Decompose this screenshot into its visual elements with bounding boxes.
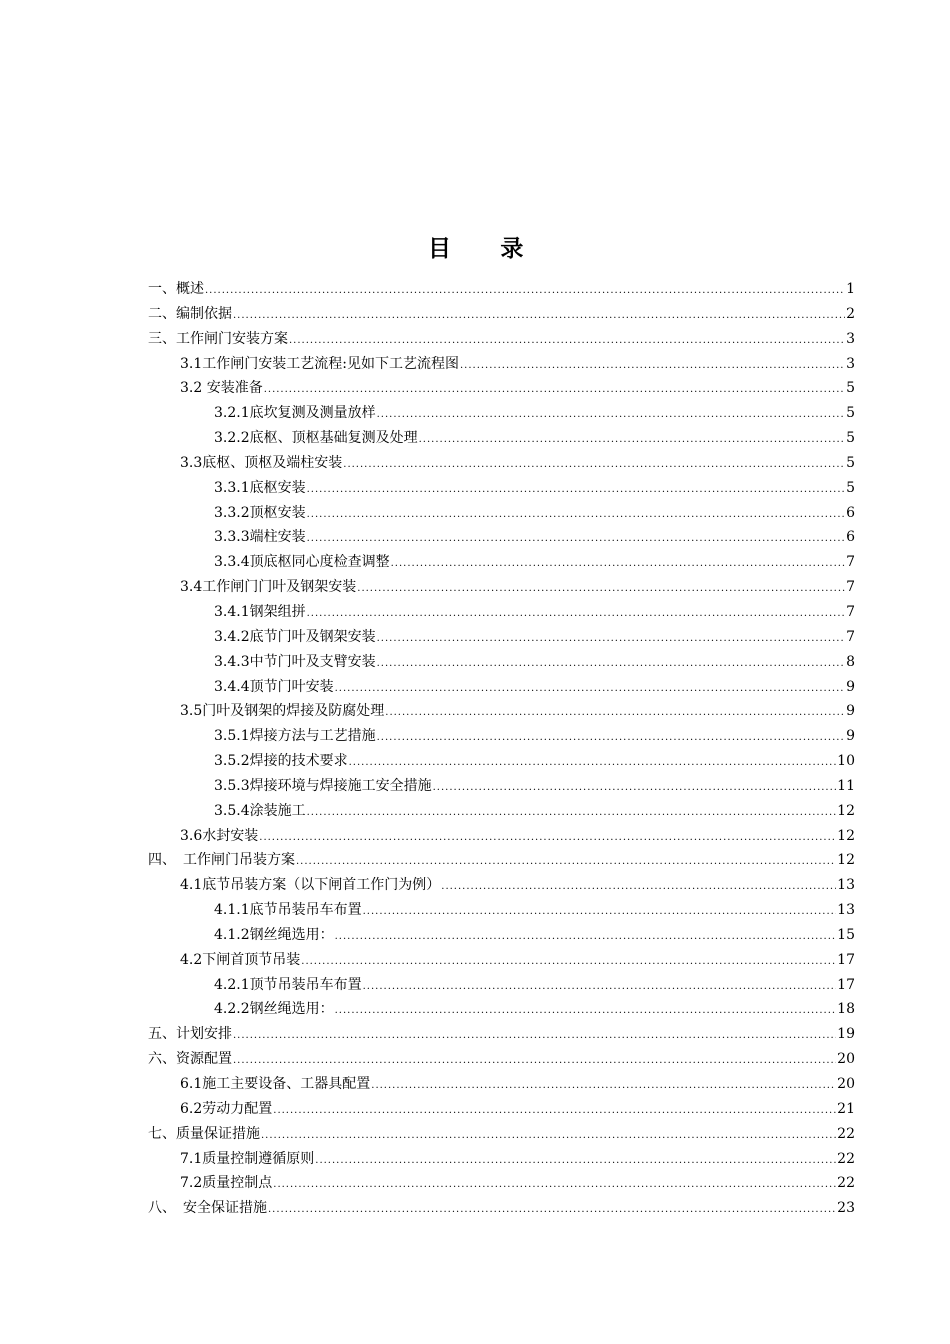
toc-page-number: 7 (846, 579, 855, 596)
toc-page-number: 12 (837, 852, 855, 869)
toc-entry-text: 八、 安全保证措施 (148, 1200, 267, 1217)
toc-leader-dots (377, 627, 845, 652)
toc-entry[interactable] (148, 476, 855, 501)
toc-entry[interactable] (148, 1147, 855, 1172)
toc-entry-text: 四、 工作闸门吊装方案 (148, 852, 295, 869)
toc-page-number: 23 (837, 1200, 855, 1217)
toc-page-number: 6 (846, 529, 855, 546)
toc-entry[interactable] (148, 277, 855, 302)
toc-entry[interactable] (148, 749, 855, 774)
toc-entry[interactable] (148, 451, 855, 476)
toc-entry[interactable] (148, 376, 855, 401)
toc-entry-text: 3.2.2底枢、顶枢基础复测及处理 (214, 430, 418, 447)
toc-entry[interactable] (148, 699, 855, 724)
toc-leader-dots (273, 1173, 836, 1198)
toc-entry[interactable] (148, 873, 855, 898)
toc-leader-dots (289, 329, 845, 354)
toc-entry-text: 五、计划安排 (148, 1026, 232, 1043)
toc-page-number: 19 (837, 1026, 855, 1043)
toc-entry[interactable] (148, 625, 855, 650)
toc-entry-text: 4.1.2钢丝绳选用： (214, 926, 334, 943)
toc-entry-text: 3.4.3中节门叶及支臂安装 (214, 653, 376, 670)
toc-entry[interactable] (148, 997, 855, 1022)
toc-page-number: 18 (837, 1001, 855, 1018)
toc-entry[interactable] (148, 501, 855, 526)
toc-entry[interactable] (148, 600, 855, 625)
toc-entry[interactable] (148, 1072, 855, 1097)
toc-page-number: 13 (837, 877, 855, 894)
toc-entry-text: 3.4工作闸门门叶及钢架安装 (180, 579, 357, 596)
toc-leader-dots (335, 999, 837, 1024)
toc-page-number: 22 (837, 1125, 855, 1142)
toc-leader-dots (233, 1024, 836, 1049)
toc-leader-dots (261, 1124, 836, 1149)
toc-leader-dots (419, 428, 845, 453)
toc-leader-dots (273, 1099, 836, 1124)
toc-entry-text: 3.4.2底节门叶及钢架安装 (214, 628, 376, 645)
toc-entry[interactable] (148, 824, 855, 849)
toc-leader-dots (259, 826, 836, 851)
toc-page-number: 10 (837, 753, 855, 770)
toc-entry[interactable] (148, 973, 855, 998)
toc-entry[interactable] (148, 675, 855, 700)
toc-page-number: 13 (837, 902, 855, 919)
toc-leader-dots (363, 900, 837, 925)
toc-entry[interactable] (148, 302, 855, 327)
toc-entry-text: 3.3.3端柱安装 (214, 529, 306, 546)
toc-entry-text: 4.1底节吊装方案（以下闸首工作门为例） (180, 877, 441, 894)
toc-entry-text: 3.4.4顶节门叶安装 (214, 678, 334, 695)
toc-leader-dots (307, 503, 845, 528)
toc-page-number: 5 (846, 430, 855, 447)
toc-entry[interactable] (148, 525, 855, 550)
toc-page-number: 7 (846, 603, 855, 620)
toc-page-number: 7 (846, 628, 855, 645)
toc-page-number: 9 (846, 703, 855, 720)
toc-leader-dots (307, 527, 845, 552)
toc-entry-text: 7.1质量控制遵循原则 (180, 1150, 315, 1167)
toc-leader-dots (377, 726, 845, 751)
toc-entry-text: 3.3.1底枢安装 (214, 479, 306, 496)
toc-leader-dots (349, 751, 837, 776)
toc-page-number: 20 (837, 1076, 855, 1092)
toc-entry[interactable] (148, 948, 855, 973)
toc-entry-text: 6.2劳动力配置 (180, 1100, 273, 1117)
toc-entry-text: 3.5.3焊接环境与焊接施工安全措施 (214, 777, 432, 794)
toc-leader-dots (441, 875, 836, 900)
toc-page-number: 15 (837, 926, 855, 943)
table-of-contents (148, 277, 855, 1221)
toc-page-number: 2 (846, 305, 855, 322)
toc-page-number: 12 (837, 827, 855, 844)
toc-entry-text: 6.1施工主要设备、工器具配置 (180, 1076, 371, 1092)
toc-leader-dots (371, 1074, 836, 1099)
toc-entry[interactable] (148, 724, 855, 749)
toc-entry-text: 二、编制依据 (148, 305, 232, 322)
toc-page-number: 9 (846, 728, 855, 745)
toc-entry-text: 7.2质量控制点 (180, 1175, 273, 1192)
toc-leader-dots (264, 378, 845, 403)
toc-entry-text: 3.2 安装准备 (180, 380, 263, 397)
toc-leader-dots (205, 279, 845, 304)
toc-entry[interactable] (148, 352, 855, 377)
toc-leader-dots (377, 652, 845, 677)
toc-page-number: 22 (837, 1150, 855, 1167)
toc-page-number: 20 (837, 1051, 855, 1068)
toc-page-number: 6 (846, 504, 855, 521)
toc-entry-text: 3.5.4涂装施工 (214, 802, 306, 819)
toc-page-number: 22 (837, 1175, 855, 1192)
toc-leader-dots (233, 1049, 836, 1074)
toc-entry[interactable] (148, 1171, 855, 1196)
toc-entry[interactable] (148, 1047, 855, 1072)
toc-leader-dots (296, 850, 836, 875)
toc-entry[interactable] (148, 1097, 855, 1122)
toc-page-number: 8 (846, 653, 855, 670)
toc-page-number: 5 (846, 380, 855, 397)
toc-leader-dots (357, 577, 845, 602)
toc-entry-text: 3.1工作闸门安装工艺流程:见如下工艺流程图 (180, 355, 459, 372)
toc-entry[interactable] (148, 1022, 855, 1047)
toc-entry[interactable] (148, 426, 855, 451)
toc-leader-dots (268, 1198, 836, 1223)
toc-leader-dots (335, 925, 837, 950)
toc-entry[interactable] (148, 1122, 855, 1147)
toc-page-number: 1 (846, 281, 855, 297)
toc-page-number: 7 (846, 554, 855, 571)
toc-entry[interactable] (148, 401, 855, 426)
toc-leader-dots (433, 776, 837, 801)
toc-page-number: 9 (846, 678, 855, 695)
toc-entry[interactable] (148, 327, 855, 352)
toc-entry-text: 4.2.2钢丝绳选用： (214, 1001, 334, 1018)
toc-entry-text: 3.4.1钢架组拼 (214, 603, 306, 620)
toc-entry-text: 一、概述 (148, 281, 204, 297)
toc-entry-text: 3.3.4顶底枢同心度检查调整 (214, 554, 390, 571)
toc-leader-dots (307, 801, 837, 826)
toc-leader-dots (377, 403, 845, 428)
toc-entry-text: 3.5.1焊接方法与工艺措施 (214, 728, 376, 745)
toc-entry[interactable] (148, 898, 855, 923)
toc-entry-text: 3.5.2焊接的技术要求 (214, 753, 348, 770)
toc-leader-dots (385, 701, 845, 726)
toc-page-number: 21 (837, 1100, 855, 1117)
toc-leader-dots (315, 1149, 836, 1174)
toc-page-number: 11 (837, 777, 855, 794)
toc-entry[interactable] (148, 575, 855, 600)
toc-leader-dots (307, 602, 845, 627)
toc-leader-dots (460, 354, 845, 379)
toc-entry[interactable] (148, 774, 855, 799)
toc-page-number: 17 (837, 951, 855, 968)
toc-entry-text: 3.3.2顶枢安装 (214, 504, 306, 521)
toc-entry-text: 4.1.1底节吊装吊车布置 (214, 902, 362, 919)
toc-leader-dots (343, 453, 845, 478)
toc-entry-text: 3.2.1底坎复测及测量放样 (214, 405, 376, 422)
toc-title: 目 录 (427, 236, 545, 262)
toc-page-number: 5 (846, 454, 855, 471)
toc-entry[interactable] (148, 1196, 855, 1221)
toc-entry-text: 4.2.1顶节吊装吊车布置 (214, 976, 362, 993)
toc-entry[interactable] (148, 650, 855, 675)
toc-entry-text: 七、质量保证措施 (148, 1125, 260, 1142)
toc-page-number: 5 (846, 479, 855, 496)
toc-leader-dots (363, 975, 837, 1000)
toc-leader-dots (307, 478, 845, 503)
toc-entry-text: 3.5门叶及钢架的焊接及防腐处理 (180, 703, 385, 720)
toc-page-number: 5 (846, 405, 855, 422)
toc-entry[interactable] (148, 550, 855, 575)
toc-leader-dots (301, 950, 836, 975)
toc-leader-dots (233, 304, 845, 329)
toc-entry-text: 六、资源配置 (148, 1051, 232, 1068)
toc-entry[interactable] (148, 799, 855, 824)
toc-page-number: 17 (837, 976, 855, 993)
toc-entry-text: 3.3底枢、顶枢及端柱安装 (180, 454, 343, 471)
toc-page-number: 3 (846, 330, 855, 347)
toc-entry-text: 4.2下闸首顶节吊装 (180, 951, 301, 968)
toc-page-number: 3 (846, 355, 855, 372)
toc-page-number: 12 (837, 802, 855, 819)
toc-leader-dots (335, 677, 845, 702)
toc-entry-text: 3.6水封安装 (180, 827, 259, 844)
toc-entry[interactable] (148, 923, 855, 948)
toc-entry[interactable] (148, 848, 855, 873)
toc-entry-text: 三、工作闸门安装方案 (148, 330, 288, 347)
toc-leader-dots (391, 552, 845, 577)
